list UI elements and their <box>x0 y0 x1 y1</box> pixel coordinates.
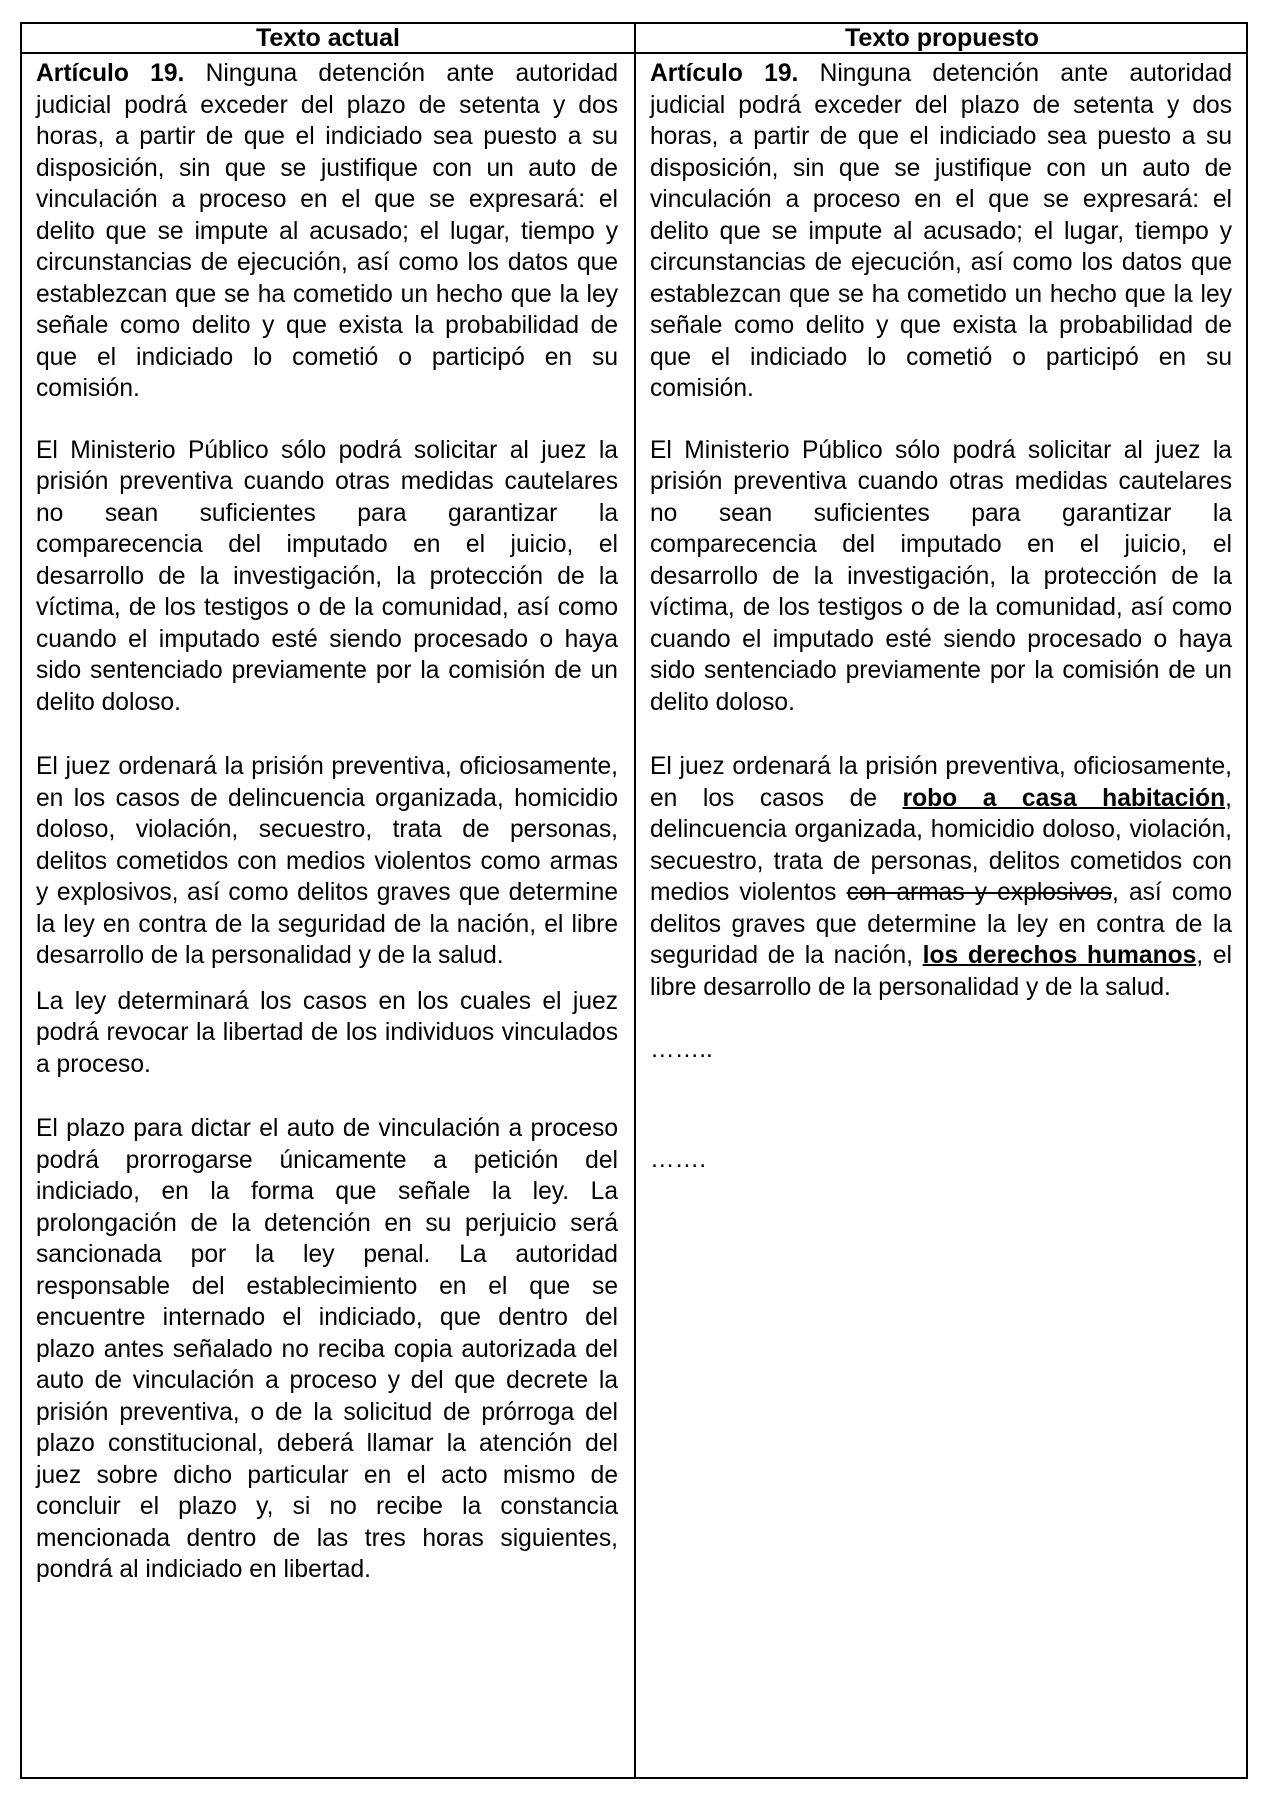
ellipsis-unchanged-2: ……. <box>650 1145 707 1173</box>
proposed-paragraph-2: El Ministerio Público sólo podrá solicitar al juez la prisión preventiva cuando otras medidas cautelares no sean suficientes para garantizar la comparecencia del imputado en el juicio, el desarrollo de la investigación, la protección de la víctima, de los testigos o de la comunidad, así como cuando el imputado esté siendo procesado o haya sido sentenciado previamente por la comisión de un delito doloso. <box>650 436 1232 716</box>
inserted-text: los derechos humanos <box>922 942 1197 969</box>
proposed-text-column <box>636 54 1248 1777</box>
deleted-text: con armas y explosivos <box>846 879 1112 906</box>
paragraph-text: , delincuencia organizada, homicidio doloso, violación, secuestro, trata de personas, delitos cometidos con medios violentos <box>650 784 1233 906</box>
current-paragraph-4: La ley determinará los casos en los cuales el juez podrá revocar la libertad de los individuos vinculados a proceso. <box>36 987 618 1078</box>
current-paragraph-2: El Ministerio Público sólo podrá solicitar al juez la prisión preventiva cuando otras medidas cautelares no sean suficientes para garantizar la comparecencia del imputado en el juicio, el desarrollo de la investigación, la protección de la víctima, de los testigos o de la comunidad, así como cuando el imputado esté siendo procesado o haya sido sentenciado previamente por la comisión de un delito doloso. <box>36 436 618 716</box>
comparison-table <box>20 22 1248 1779</box>
inserted-text: robo a casa habitación <box>902 784 1226 812</box>
current-text-column <box>22 54 636 1777</box>
proposed-paragraph-1 <box>650 58 1232 405</box>
header-texto-propuesto: Texto propuesto <box>636 24 1248 54</box>
ellipsis-unchanged-1: …….. <box>650 1036 713 1063</box>
article-title: Artículo 19. <box>36 60 185 87</box>
paragraph-text: , el libre desarrollo de la personalidad y de la salud. <box>650 942 1232 1001</box>
current-paragraph-1 <box>36 58 618 405</box>
current-paragraph-5: El plazo para dictar el auto de vinculación a proceso podrá prorrogarse únicamente a petición del indiciado, en la forma que señale la ley. La prolongación de la detención en su perjuicio será sancionada por la ley penal. La autoridad responsable del establecimiento en el que se encuentre internado el indiciado, que dentro del plazo antes señalado no reciba copia autorizada del auto de vinculación a proceso y del que decrete la prisión preventiva, o de la solicitud de prórroga del plazo constitucional, deberá llamar la atención del juez sobre dicho particular en el acto mismo de concluir el plazo y, si no recibe la constancia mencionada dentro de las tres horas siguientes, pondrá al indiciado en libertad. <box>36 1115 618 1583</box>
paragraph-text: El juez ordenará la prisión preventiva, oficiosamente, en los casos de <box>650 753 1232 812</box>
paragraph-text: Ninguna detención ante autoridad judicial podrá exceder del plazo de setenta y dos horas, a partir de que el indiciado sea puesto a su disposición, sin que se justifique con un auto de vinculación a proceso en el que se expresará: el delito que se impute al acusado; el lugar, tiempo y circunstancias de ejecución, así como los datos que establezcan que se ha cometido un hecho que la ley señale como delito y que exista la probabilidad de que el indiciado lo cometió o participó en su comisión. <box>650 60 1232 402</box>
paragraph-text: Ninguna detención ante autoridad judicial podrá exceder del plazo de setenta y dos horas, a partir de que el indiciado sea puesto a su disposición, sin que se justifique con un auto de vinculación a proceso en el que se expresará: el delito que se impute al acusado; el lugar, tiempo y circunstancias de ejecución, así como los datos que establezcan que se ha cometido un hecho que la ley señale como delito y que exista la probabilidad de que el indiciado lo cometió o participó en su comisión. <box>36 60 618 402</box>
current-paragraph-3: El juez ordenará la prisión preventiva, oficiosamente, en los casos de delincuencia organizada, homicidio doloso, violación, secuestro, trata de personas, delitos cometidos con medios violentos como armas y explosivos, así como delitos graves que determine la ley en contra de la seguridad de la nación, el libre desarrollo de la personalidad y de la salud. <box>36 753 618 969</box>
article-title: Artículo 19. <box>650 60 799 87</box>
proposed-paragraph-3 <box>650 751 1232 1003</box>
header-texto-actual: Texto actual <box>22 24 636 54</box>
paragraph-text: , así como delitos graves que determine la ley en contra de la seguridad de la nación, <box>650 879 1232 969</box>
